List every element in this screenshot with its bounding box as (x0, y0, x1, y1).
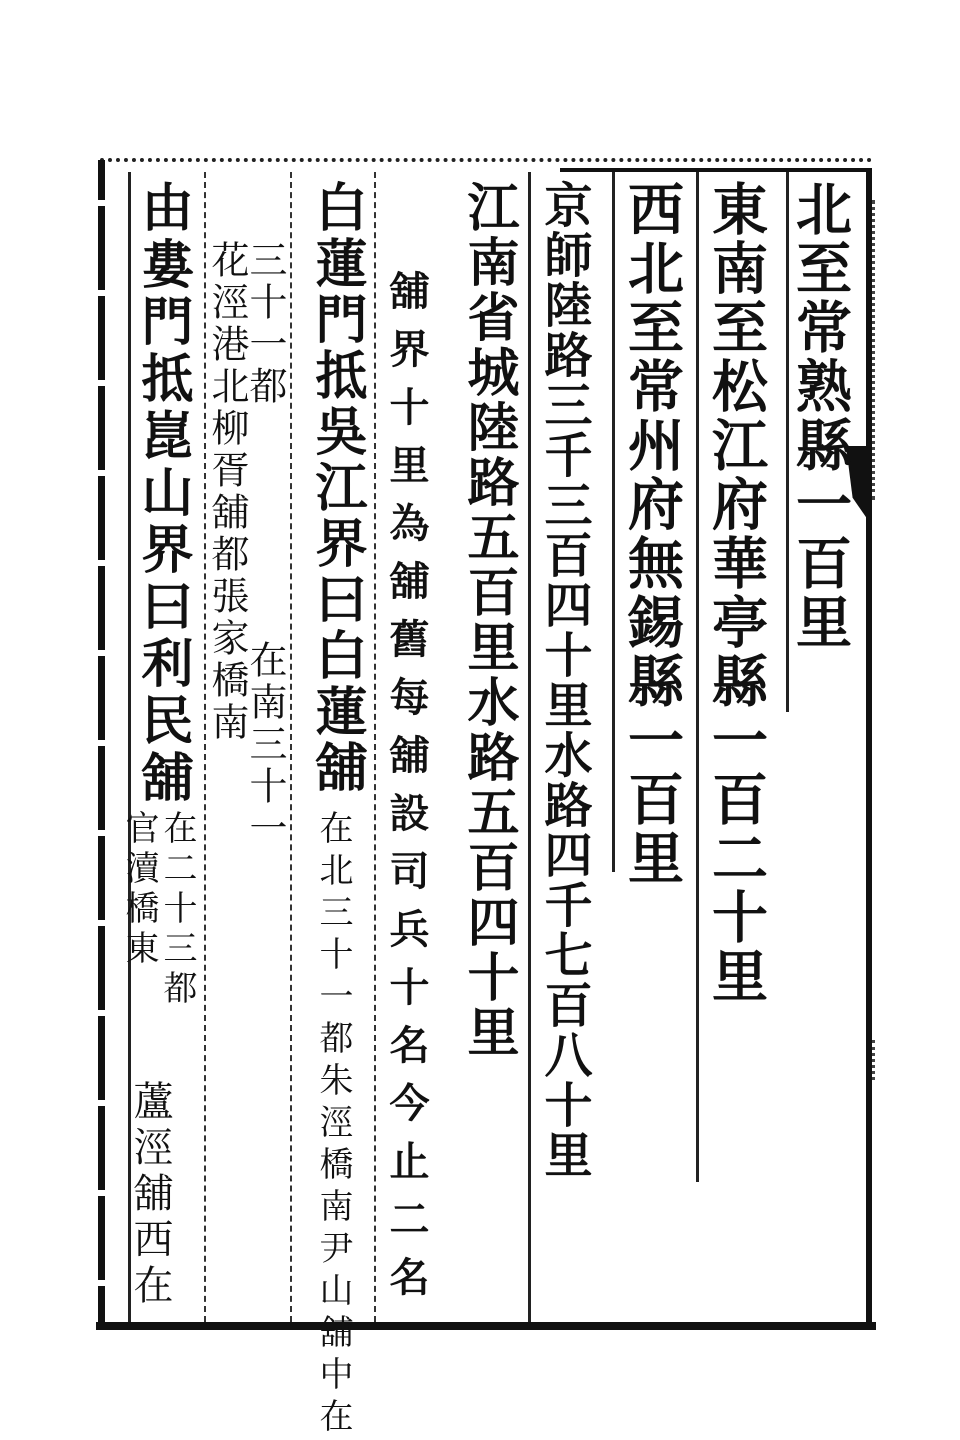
annotation-column-7: 在北三十一都朱涇橋南尹山舖中在 (313, 810, 353, 1440)
margin-dots-lower (872, 1040, 885, 1080)
margin-dots (872, 200, 885, 500)
text-column-5: 江南省城陸路五百里水路五百四十里 (458, 180, 519, 1060)
annotation-column-9c: 蘆涇舖西在 (127, 1080, 173, 1310)
column-rule (528, 172, 531, 1322)
text-column-9: 由婁門抵崑山界曰利民舖 (132, 180, 193, 807)
column-rule (612, 172, 615, 872)
text-column-6: 舖界十里為舖舊每舖設司兵十名今止二名 (383, 270, 430, 1314)
frame-left-border (98, 160, 105, 1326)
text-column-8a: 三十一都 (243, 240, 287, 408)
frame-bottom-border (96, 1322, 876, 1330)
annotation-column-9b: 在二十三都 (157, 810, 197, 1010)
frame-top-border (100, 158, 872, 162)
text-column-2: 東南至松江府華亭縣一百二十里 (703, 180, 769, 1006)
frame-top-border-right (560, 168, 872, 172)
column-rule (374, 172, 376, 1322)
text-column-8b: 花涇港北柳胥舖都張家橋南 (205, 240, 249, 744)
annotation-column-9a: 官瀆橋東 (119, 810, 159, 970)
text-column-7: 白蓮門抵吳江界曰白蓮舖 (306, 180, 367, 796)
column-rule (290, 172, 292, 1322)
text-column-8c: 在南三十一 (243, 640, 287, 850)
column-rule (696, 172, 699, 1182)
text-column-3: 西北至常州府無錫縣一百里 (619, 180, 685, 888)
text-column-1: 北至常熟縣一百里 (787, 180, 853, 652)
text-column-4: 京師陸路三千三百四十里水路四千七百八十里 (536, 180, 592, 1180)
